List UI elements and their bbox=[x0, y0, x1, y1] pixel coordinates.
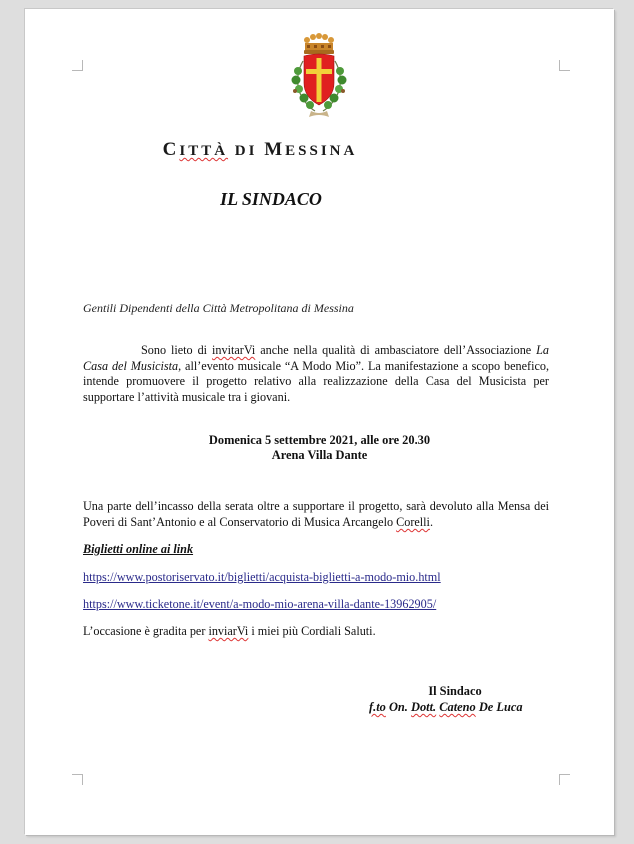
signature-prefix: f.to bbox=[369, 700, 386, 714]
spellcheck-word: Dott. bbox=[411, 700, 437, 714]
text-run: De Luca bbox=[475, 700, 523, 714]
association-name: La Casa del Musicista bbox=[83, 343, 549, 373]
text-run: . bbox=[429, 515, 433, 529]
text-run: i miei più Cordiali Saluti. bbox=[248, 624, 376, 638]
text-run: , all’evento musicale “A Modo Mio”. La manifestazione a scopo benefico, intende promuovere il progetto relativo alla realizzazione della Casa del Musicista per supportare l’attività musicale tra i giovani. bbox=[83, 358, 550, 404]
signature-title: Il Sindaco bbox=[428, 684, 482, 698]
text-run: L’occasione è gradita per bbox=[83, 624, 209, 638]
closing-line bbox=[83, 624, 376, 639]
crop-mark-bottom-right bbox=[559, 774, 570, 785]
city-name-part-di: DI bbox=[228, 143, 265, 159]
event-venue: Arena Villa Dante bbox=[271, 448, 368, 462]
signature-name bbox=[369, 700, 523, 715]
mayor-title: IL SINDACO bbox=[220, 189, 322, 209]
crop-mark-bottom-left bbox=[72, 774, 83, 785]
invitation-paragraph bbox=[83, 343, 549, 405]
city-name-part-citta: ITTÀ bbox=[179, 143, 229, 159]
text-run: Sono lieto di bbox=[141, 343, 212, 357]
ticket-link-ticketone[interactable]: https://www.ticketone.it/event/a-modo-mio-arena-villa-dante-13962905/ bbox=[83, 597, 437, 611]
crop-mark-top-left bbox=[72, 60, 83, 71]
text-run: anche nella qualità di ambasciatore dell’Associazione bbox=[255, 343, 537, 357]
spellcheck-word: Corelli bbox=[396, 515, 430, 529]
greeting-line: Gentili Dipendenti della Città Metropolitana di Messina bbox=[83, 301, 354, 315]
event-details bbox=[25, 433, 614, 463]
city-coat-of-arms-icon bbox=[287, 25, 351, 125]
city-name-initial-m: M bbox=[264, 139, 286, 160]
spellcheck-word: invitarVi bbox=[212, 343, 256, 357]
tickets-label: Biglietti online ai link bbox=[83, 542, 194, 556]
spellcheck-word: Cateno bbox=[439, 700, 476, 714]
event-date: Domenica 5 settembre 2021, alle ore 20.30 bbox=[208, 433, 431, 447]
city-name-heading bbox=[25, 139, 495, 161]
city-name-initial-c: C bbox=[162, 139, 180, 160]
document-page bbox=[25, 9, 614, 835]
city-name-part-messina: ESSINA bbox=[285, 143, 358, 159]
crop-mark-top-right bbox=[559, 60, 570, 71]
spellcheck-word: inviarVi bbox=[208, 624, 249, 638]
ticket-link-postoriservato[interactable]: https://www.postoriservato.it/biglietti/acquista-biglietti-a-modo-mio.html bbox=[83, 570, 441, 584]
text-run: On. bbox=[385, 700, 412, 714]
text-run: Una parte dell’incasso della serata oltre a supportare il progetto, sarà devoluto alla Mensa dei Poveri di Sant’Antonio e al Conservatorio di Musica Arcangelo bbox=[83, 499, 549, 529]
donation-paragraph bbox=[83, 498, 549, 530]
